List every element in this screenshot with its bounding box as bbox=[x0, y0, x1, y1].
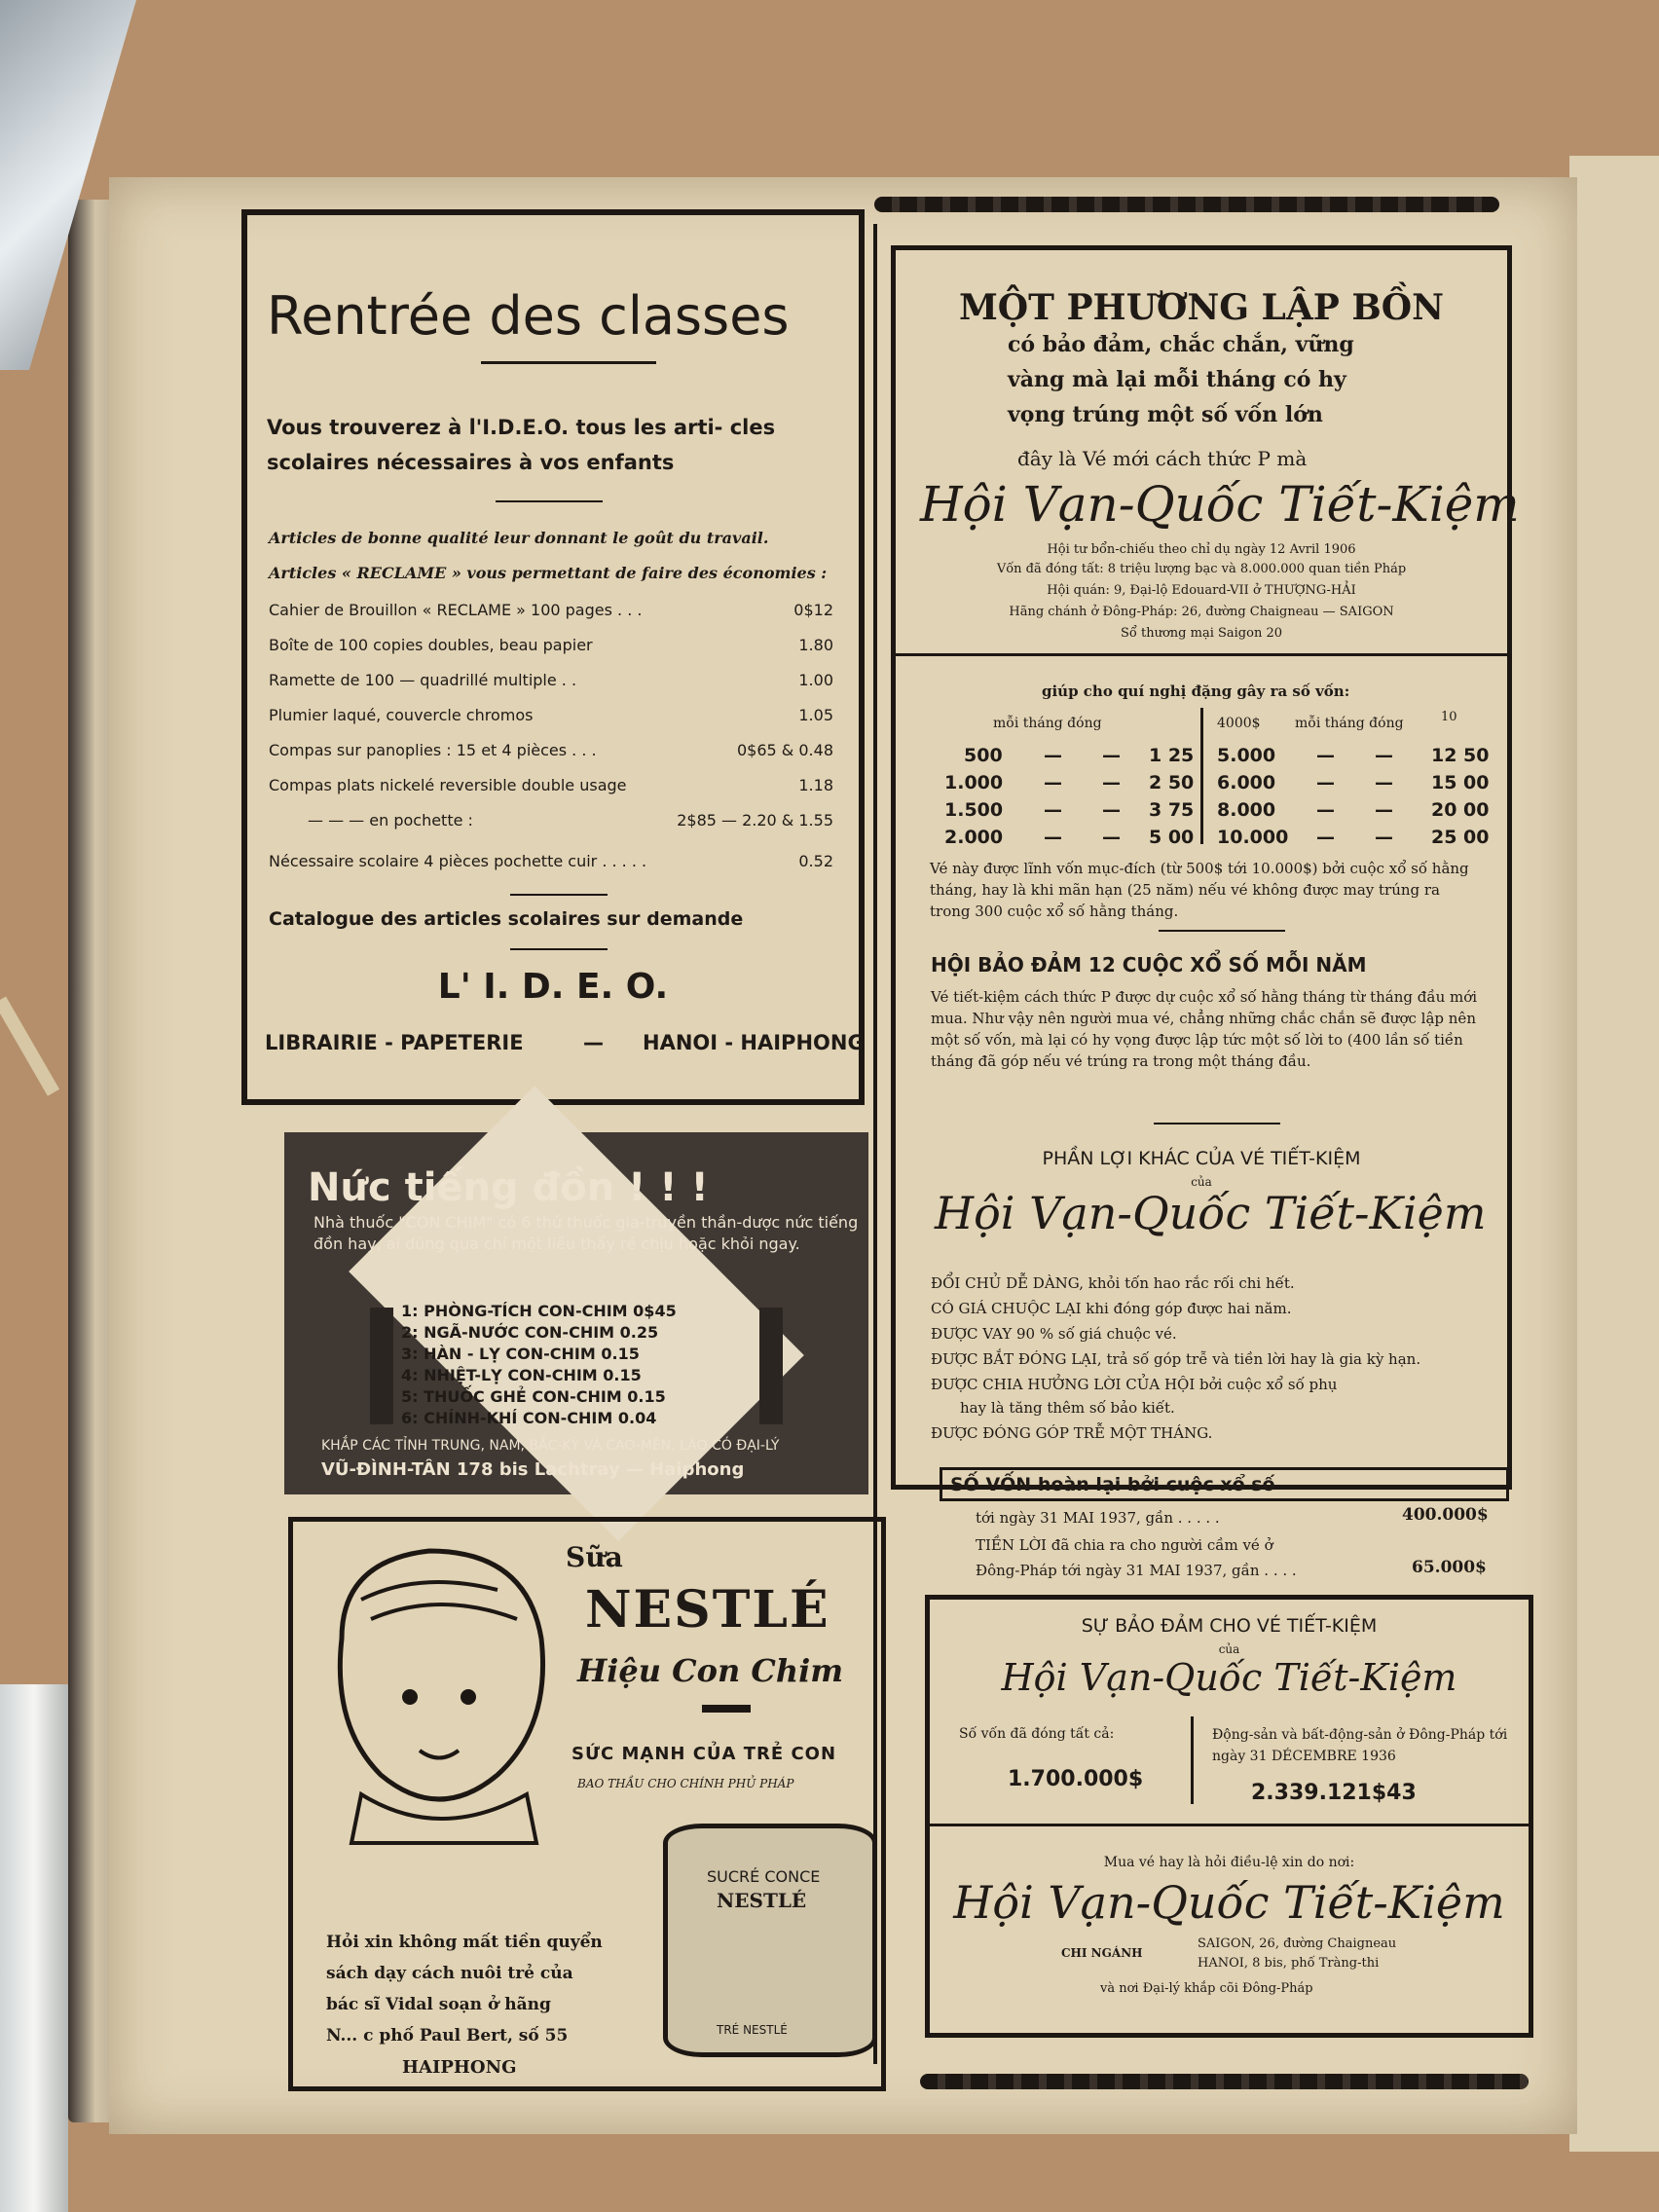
table-note: Vé này được lĩnh vốn mục-đích (từ 500$ tới 10.000$) bởi cuộc xổ số hằng tháng, hay là khi mãn hạn (25 năm) nếu vé không được may trúng ra trong 300 cuộc xổ số hằng tháng. bbox=[930, 860, 1469, 920]
nestle-rule bbox=[702, 1705, 751, 1713]
sec2-text: Vé tiết-kiệm cách thức P được dự cuộc xổ số hằng tháng từ tháng đầu mới mua. Như vậy nên người mua vé, chẳng những chắc chắn sẽ được lập nên một số vốn, mà lại có hy vọng được lập tức một số lời to (400 lần số tiền tháng đã góp nếu vé trúng ra trong một tháng đầu. bbox=[931, 988, 1478, 1070]
price-item bbox=[269, 601, 833, 619]
conchim-item: 2: NGÃ-NƯỚC CON-CHIM 0.25 bbox=[401, 1323, 659, 1342]
price-item bbox=[269, 741, 833, 759]
pen bbox=[0, 997, 59, 1096]
footer-sep: — bbox=[583, 1031, 604, 1054]
headline: MỘT PHƯƠNG LẬP BỒN bbox=[958, 287, 1445, 328]
benefit-item: CÓ GIÁ CHUỘC LẠI khi đóng góp được hai năm. bbox=[931, 1300, 1292, 1317]
info3: Hội quán: 9, Đại-lộ Edouard-VII ở THƯỢNG-HẢI bbox=[1047, 583, 1356, 598]
sub2: vàng mà lại mỗi tháng có hy bbox=[1008, 367, 1346, 392]
refund-title: SỐ VỐN hoàn lại bởi cuộc xổ số bbox=[950, 1474, 1275, 1495]
price-item-value: 0.52 bbox=[798, 852, 833, 870]
price-item-name: Cahier de Brouillon « RECLAME » 100 pages . . . bbox=[269, 601, 643, 619]
nestle-text2: sách dạy cách nuôi trẻ của bbox=[326, 1964, 573, 1983]
buy-title: Mua vé hay là hỏi điều-lệ xin do nơi: bbox=[1103, 1855, 1355, 1870]
nestle-sua: Sữa bbox=[566, 1541, 623, 1573]
nestle-brand: NESTLÉ bbox=[585, 1580, 830, 1640]
sub4: đây là Vé mới cách thức P mà bbox=[1017, 447, 1308, 470]
col-d-head: 10 bbox=[1441, 710, 1457, 724]
table-row: 500 — — 1 25 5.000 — — 12 50 bbox=[964, 745, 1490, 766]
branch3: và nơi Đại-lý khắp cõi Đông-Pháp bbox=[1100, 1981, 1313, 1996]
top-wave-rule bbox=[874, 197, 1499, 212]
glass-vial bbox=[0, 1684, 68, 2212]
org-title: Hội Vạn-Quốc Tiết-Kiệm bbox=[920, 476, 1520, 533]
conchim-address: VŨ-ĐÌNH-TÂN 178 bis Lachtray — Haiphong bbox=[321, 1459, 745, 1480]
price-item-value: 0$12 bbox=[793, 601, 833, 619]
tietkiem-main bbox=[891, 245, 1520, 1490]
price-item-name: — — — en pochette : bbox=[308, 811, 473, 830]
rentree-intro-rule bbox=[496, 500, 603, 502]
can-top: SUCRÉ CONCE bbox=[707, 1867, 821, 1886]
price-item-name: Plumier laqué, couvercle chromos bbox=[269, 706, 534, 724]
rentree-title: Rentrée des classes bbox=[267, 285, 790, 347]
benefit-item: ĐƯỢC BẮT ĐÓNG LẠI, trả số góp trễ và tiền lời hay là gia kỳ hạn. bbox=[931, 1350, 1421, 1368]
price-item bbox=[269, 852, 833, 870]
conchim-text: Nhà thuốc "CON CHIM" có 6 thứ thuốc gia-truyền thần-dược nức tiếng đồn hay, ai dùng qua chỉ một liều thấy rẻ chịu hoặc khỏi ngay. bbox=[313, 1213, 859, 1253]
rentree-intro: Vous trouverez à l'I.D.E.O. tous les arti- cles scolaires nécessaires à vos enfants bbox=[267, 416, 776, 474]
price-item-name: Ramette de 100 — quadrillé multiple . . bbox=[269, 671, 577, 689]
sub3: vọng trúng một số vốn lớn bbox=[1008, 402, 1323, 427]
sec3-cua: của bbox=[1191, 1175, 1212, 1189]
rentree-line1: Articles de bonne qualité leur donnant le goût du travail. bbox=[269, 529, 769, 547]
facing-page-edge bbox=[1569, 156, 1659, 2152]
org-title-2: Hội Vạn-Quốc Tiết-Kiệm bbox=[935, 1187, 1487, 1239]
rentree-line2: Articles « RECLAME » vous permettant de faire des économies : bbox=[269, 564, 828, 582]
rentree-title-rule bbox=[481, 361, 656, 364]
refund3-value: 65.000$ bbox=[1412, 1558, 1487, 1577]
footer-right: HANOI - HAIPHONG bbox=[643, 1031, 865, 1054]
catalogue-rule bbox=[510, 894, 608, 896]
left-bar-icon bbox=[370, 1308, 393, 1424]
org-title-4: Hội Vạn-Quốc Tiết-Kiệm bbox=[953, 1876, 1505, 1929]
guar-left-label: Số vốn đã đóng tất cả: bbox=[959, 1726, 1115, 1742]
guar-title: SỰ BẢO ĐẢM CHO VÉ TIẾT-KIỆM bbox=[1081, 1615, 1378, 1637]
table-row: 1.500 — — 3 75 8.000 — — 20 00 bbox=[944, 799, 1490, 821]
sec2-rule bbox=[1154, 1123, 1280, 1124]
price-item-value: 1.05 bbox=[798, 706, 833, 724]
conchim-item: 4: NHIỆT-LỴ CON-CHIM 0.15 bbox=[401, 1366, 642, 1384]
refund-box bbox=[940, 1467, 1509, 1501]
col-a-head: mỗi tháng đóng bbox=[993, 716, 1102, 731]
org-title-3: Hội Vạn-Quốc Tiết-Kiệm bbox=[1001, 1656, 1457, 1699]
guarantee-box bbox=[925, 1595, 1533, 2038]
benefit-item: ĐƯỢC VAY 90 % số giá chuộc vé. bbox=[931, 1325, 1177, 1343]
refund1: tới ngày 31 MAI 1937, gần . . . . . bbox=[976, 1509, 1220, 1527]
benefit-item: ĐỔI CHỦ DỄ DÀNG, khỏi tốn hao rắc rối chi hết. bbox=[931, 1274, 1295, 1292]
note-rule bbox=[1159, 930, 1285, 932]
branch1: SAIGON, 26, đường Chaigneau bbox=[1198, 1936, 1397, 1951]
info1: Hội tư bổn-chiếu theo chỉ dụ ngày 12 Avril 1906 bbox=[1047, 542, 1356, 557]
conchim-ad bbox=[284, 1132, 868, 1494]
can-bottom: TRÉ NESTLÉ bbox=[717, 2023, 788, 2037]
price-item-name: Compas plats nickelé reversible double usage bbox=[269, 776, 627, 794]
conchim-item: 5: THUỐC GHẺ CON-CHIM 0.15 bbox=[401, 1387, 666, 1406]
sub1: có bảo đảm, chắc chắn, vững bbox=[1008, 332, 1354, 357]
nestle-text4: N... c phố Paul Bert, số 55 bbox=[326, 2026, 569, 2046]
nestle-text1: Hỏi xin không mất tiền quyển bbox=[326, 1933, 603, 1952]
info4: Hãng chánh ở Đông-Pháp: 26, đường Chaigneau — SAIGON bbox=[1009, 605, 1394, 619]
sec2-title: HỘI BẢO ĐẢM 12 CUỘC XỔ SỐ MỖI NĂM bbox=[931, 953, 1367, 977]
can-brand: NESTLÉ bbox=[717, 1889, 807, 1912]
nestle-text3: bác sĩ Vidal soạn ở hãng bbox=[326, 1995, 551, 2014]
refund3: Đông-Pháp tới ngày 31 MAI 1937, gần . . . . bbox=[976, 1562, 1297, 1579]
conchim-title: Nức tiếng đồn ! ! ! bbox=[308, 1165, 709, 1210]
table-row: 2.000 — — 5 00 10.000 — — 25 00 bbox=[944, 827, 1490, 848]
benefit-item: ĐƯỢC CHIA HƯỞNG LỜI CỦA HỘI bởi cuộc xổ số phụ bbox=[931, 1376, 1338, 1393]
nestle-sub: Hiệu Con Chim bbox=[577, 1652, 844, 1689]
price-item-name: Boîte de 100 copies doubles, beau papier bbox=[269, 636, 593, 654]
conchim-item: 1: PHÒNG-TÍCH CON-CHIM 0$45 bbox=[401, 1302, 677, 1320]
baby-illustration-icon bbox=[303, 1531, 566, 1853]
sec3-title: PHẦN LỢI KHÁC CỦA VÉ TIẾT-KIỆM bbox=[1042, 1148, 1361, 1169]
guar-rule bbox=[930, 1824, 1529, 1826]
info5: Sổ thương mại Saigon 20 bbox=[1121, 626, 1282, 641]
nestle-slogan: SỨC MẠNH CỦA TRẺ CON bbox=[571, 1744, 837, 1764]
info2: Vốn đã đóng tất: 8 triệu lượng bạc và 8.000.000 quan tiền Pháp bbox=[996, 562, 1407, 576]
price-item-value: 1.18 bbox=[798, 776, 833, 794]
right-bar-icon bbox=[759, 1308, 783, 1424]
footer-left: LIBRAIRIE - PAPETERIE bbox=[265, 1031, 524, 1054]
conchim-item: 6: CHÍNH-KHÍ CON-CHIM 0.04 bbox=[401, 1409, 657, 1427]
guar-right-label: Động-sản và bất-động-sản ở Đông-Pháp tới ngày 31 DÉCEMBRE 1936 bbox=[1212, 1727, 1508, 1764]
nestle-city: HAIPHONG bbox=[402, 2057, 517, 2078]
guar-divider bbox=[1191, 1716, 1194, 1804]
bottom-wave-rule bbox=[920, 2074, 1529, 2089]
info-rule bbox=[896, 653, 1507, 656]
guar-cua: của bbox=[1218, 1642, 1240, 1656]
guar-right-value: 2.339.121$43 bbox=[1251, 1781, 1417, 1805]
price-item-value: 0$65 & 0.48 bbox=[737, 741, 833, 759]
price-item-value: 1.00 bbox=[798, 671, 833, 689]
nestle-can bbox=[663, 1824, 877, 2057]
table-title: giúp cho quí nghị đặng gây ra số vốn: bbox=[1042, 682, 1350, 700]
price-item-name: Nécessaire scolaire 4 pièces pochette cuir . . . . . bbox=[269, 852, 647, 870]
catalogue-text: Catalogue des articles scolaires sur demande bbox=[269, 908, 744, 930]
benefit-item: ĐƯỢC ĐÓNG GÓP TRỄ MỘT THÁNG. bbox=[931, 1424, 1213, 1442]
rentree-ad bbox=[241, 209, 865, 1105]
brand-rule bbox=[510, 948, 608, 950]
price-item bbox=[269, 706, 833, 724]
price-item bbox=[269, 636, 833, 654]
column-rule bbox=[873, 224, 877, 2064]
benefit-item: hay là tăng thêm số bảo kiết. bbox=[960, 1399, 1175, 1417]
chi-nganh: CHI NGÁNH bbox=[1061, 1946, 1143, 1960]
price-item-value: 1.80 bbox=[798, 636, 833, 654]
table-row: 1.000 — — 2 50 6.000 — — 15 00 bbox=[944, 772, 1490, 793]
conchim-bottom: KHẮP CÁC TỈNH TRUNG, NAM, BẮC-KỲ VÀ CAO-MÊN, LÀO CÓ ĐẠI-LÝ bbox=[321, 1438, 780, 1454]
refund1-value: 400.000$ bbox=[1402, 1505, 1489, 1525]
refund2: TIỀN LỜI đã chia ra cho người cầm vé ở bbox=[976, 1536, 1273, 1554]
nestle-small: BAO THẦU CHO CHÍNH PHỦ PHÁP bbox=[577, 1777, 794, 1790]
branch2: HANOI, 8 bis, phố Tràng-thi bbox=[1198, 1956, 1380, 1971]
col-c-head: 4000$ bbox=[1217, 716, 1261, 731]
guar-left-value: 1.700.000$ bbox=[1008, 1767, 1144, 1791]
col-b-head: mỗi tháng đóng bbox=[1295, 716, 1404, 731]
conchim-item: 3: HÀN - LỴ CON-CHIM 0.15 bbox=[401, 1345, 640, 1363]
price-item bbox=[269, 811, 833, 830]
ideo-brand: L' I. D. E. O. bbox=[437, 967, 669, 1007]
price-item bbox=[269, 671, 833, 689]
price-item bbox=[269, 776, 833, 794]
price-item-name: Compas sur panoplies : 15 et 4 pièces . . . bbox=[269, 741, 597, 759]
nestle-ad bbox=[288, 1517, 886, 2091]
price-item-value: 2$85 — 2.20 & 1.55 bbox=[677, 811, 833, 830]
